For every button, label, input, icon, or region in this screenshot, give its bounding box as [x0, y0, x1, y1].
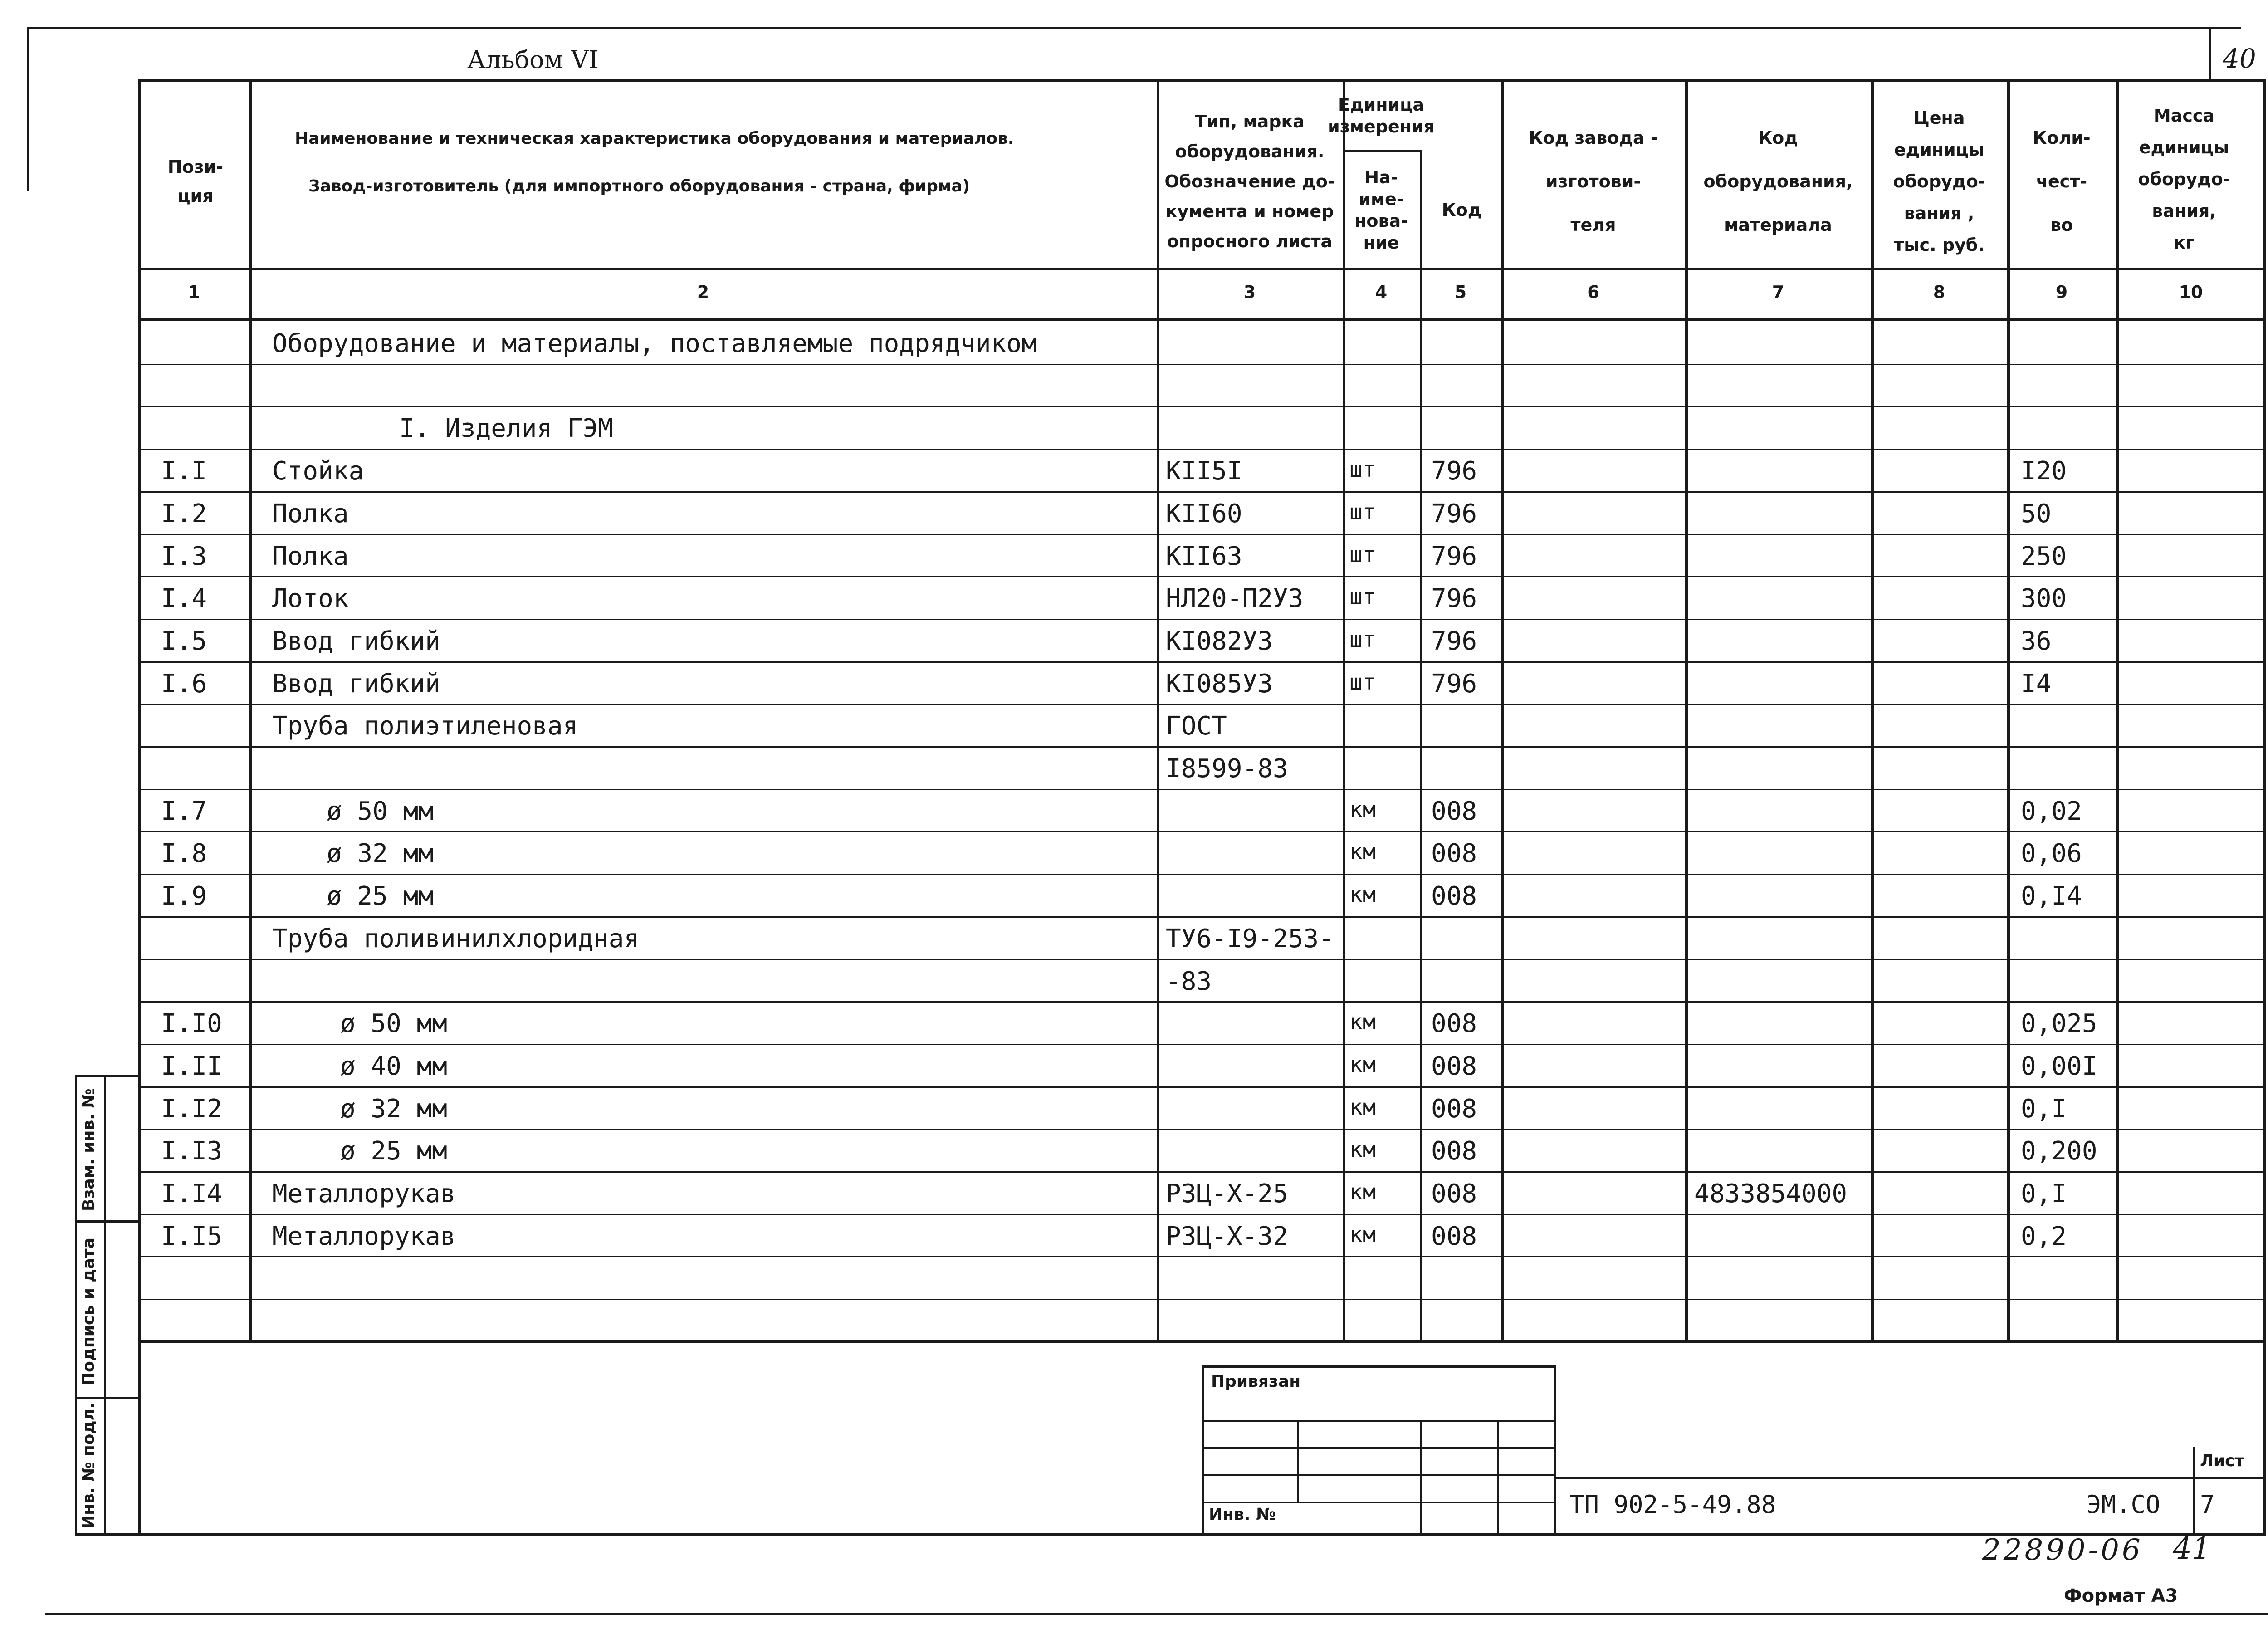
row-position: I.4	[161, 584, 207, 614]
row-quantity: 0,I	[2021, 1094, 2067, 1124]
header-price-line5: тыс. руб.	[1894, 235, 1984, 255]
row-unit: км	[1349, 1179, 1376, 1205]
row-line	[138, 1044, 2266, 1045]
row-position: I.5	[161, 626, 207, 656]
row-name: Лоток	[272, 584, 349, 614]
header-price-line2: единицы	[1894, 140, 1984, 160]
row-type: НЛ20-П2УЗ	[1166, 584, 1304, 614]
row-unit: км	[1349, 1137, 1376, 1163]
row-name: ø 32 мм	[340, 1094, 448, 1124]
row-unit-code: 796	[1431, 541, 1477, 571]
stamp-grid-v1	[1297, 1420, 1299, 1502]
header-name-line1: Наименование и техническая характеристика оборудования и материалов.	[295, 129, 1014, 148]
row-quantity: 0,00I	[2021, 1051, 2097, 1081]
row-line	[138, 449, 2266, 450]
header-price-line4: вания ,	[1904, 203, 1975, 223]
column-number: 7	[1772, 282, 1784, 302]
column-number: 3	[1243, 282, 1256, 302]
row-unit-code: 008	[1431, 796, 1477, 826]
header-unit-group	[1328, 86, 1435, 145]
row-unit: шт	[1349, 542, 1376, 567]
row-position: I.9	[161, 881, 207, 911]
row-type: KII63	[1166, 541, 1242, 571]
header-quantity-line3: во	[2050, 215, 2073, 235]
row-quantity: 0,I	[2021, 1179, 2067, 1208]
column-divider	[2116, 79, 2119, 1340]
row-quantity: 0,06	[2021, 839, 2082, 869]
colnum-bottom-line	[138, 318, 2266, 321]
header-unit-group-line1: Единица	[1338, 95, 1424, 115]
unit-group-divider	[1343, 150, 1420, 152]
column-number: 5	[1454, 282, 1467, 302]
row-material-code: 4833854000	[1694, 1179, 1848, 1208]
header-type-line2: оборудования.	[1175, 142, 1325, 161]
stamp-grid-h3	[1202, 1474, 1556, 1476]
row-quantity: 0,025	[2021, 1009, 2097, 1039]
album-label: Альбом VI	[467, 45, 599, 74]
header-position-line1: Пози-	[167, 157, 224, 177]
column-divider	[1501, 79, 1504, 1340]
doc-mark: ЭМ.СО	[2087, 1490, 2160, 1519]
row-name: Полка	[272, 541, 349, 571]
header-type	[1157, 98, 1343, 265]
row-position: I.7	[161, 796, 207, 826]
row-unit: км	[1349, 882, 1376, 908]
row-unit-code: 796	[1431, 626, 1477, 656]
header-mass-line5: кг	[2174, 233, 2195, 253]
row-quantity: 50	[2021, 499, 2052, 528]
row-position: I.I5	[161, 1221, 222, 1251]
row-unit-code: 008	[1431, 1051, 1477, 1081]
row-position: I.II	[161, 1051, 222, 1081]
sheet-number: 7	[2200, 1490, 2215, 1519]
page-number-divider	[2209, 29, 2211, 79]
stamp-grid-v2	[1420, 1420, 1422, 1536]
doc-code: ТП 902-5-49.88	[1569, 1490, 1776, 1519]
row-quantity: 300	[2021, 584, 2067, 614]
row-line	[138, 746, 2266, 748]
header-type-line5: опросного листа	[1167, 231, 1333, 251]
header-quantity-line2: чест-	[2036, 171, 2087, 191]
sheet-label: Лист	[2200, 1452, 2244, 1470]
column-number: 8	[1933, 282, 1945, 302]
header-factory-code-line1: Код завода -	[1529, 128, 1658, 148]
row-unit: км	[1349, 1052, 1376, 1077]
row-name: Труба поливинилхлоридная	[272, 924, 640, 954]
side-strip-mid	[104, 1075, 106, 1536]
row-type: ТУ6-I9-253-	[1166, 924, 1334, 954]
row-type: KI085УЗ	[1166, 669, 1273, 699]
row-unit-code: 796	[1431, 456, 1477, 486]
header-material-code-line2: оборудования,	[1703, 171, 1853, 191]
row-type: KII5I	[1166, 456, 1242, 486]
row-line	[138, 1001, 2266, 1003]
row-line	[138, 661, 2266, 663]
side-label-inv-podl: Инв. № подл.	[79, 1402, 98, 1529]
side-label-podpis: Подпись и дата	[79, 1238, 98, 1386]
row-unit: км	[1349, 1094, 1376, 1120]
row-unit-code: 008	[1431, 881, 1477, 911]
row-type: РЗЦ-Х-32	[1166, 1221, 1288, 1251]
row-quantity: 36	[2021, 626, 2052, 656]
column-number: 2	[697, 282, 709, 302]
row-unit: км	[1349, 1009, 1376, 1035]
column-number: 1	[188, 282, 200, 302]
stamp-grid-h4	[1202, 1502, 1556, 1503]
header-mass-line2: единицы	[2139, 137, 2229, 157]
header-quantity-line1: Коли-	[2033, 128, 2091, 148]
header-mass	[2116, 93, 2252, 265]
header-price-line1: Цена	[1913, 108, 1965, 128]
column-divider	[1420, 150, 1422, 1340]
left-border-line	[27, 27, 29, 191]
row-position: I.2	[161, 499, 207, 528]
row-unit: км	[1349, 1222, 1376, 1248]
row-line	[138, 1299, 2266, 1300]
row-quantity: I20	[2021, 456, 2067, 486]
header-material-code-line3: материала	[1724, 215, 1832, 235]
top-border-line	[27, 27, 2241, 29]
row-line	[138, 916, 2266, 918]
page-number-top: 40	[2223, 43, 2256, 74]
format-label: Формат А3	[2064, 1585, 2178, 1606]
row-position: I.3	[161, 541, 207, 571]
header-unit-name-line4: ние	[1363, 232, 1399, 253]
row-position: I.I3	[161, 1136, 222, 1166]
column-number: 10	[2179, 282, 2203, 302]
handwritten-number: 22890-06	[1982, 1533, 2143, 1567]
side-strip-h1	[75, 1220, 141, 1223]
row-type: ГОСТ	[1166, 711, 1227, 741]
row-unit-code: 008	[1431, 839, 1477, 869]
stamp-grid-h2	[1202, 1447, 1556, 1449]
row-position: I.I2	[161, 1094, 222, 1124]
row-unit: км	[1349, 797, 1376, 822]
row-line	[138, 534, 2266, 535]
column-divider	[1685, 79, 1688, 1340]
header-type-line1: Тип, марка	[1195, 112, 1305, 132]
row-name: Стойка	[272, 456, 364, 486]
column-number: 4	[1375, 282, 1388, 302]
column-number: 9	[2055, 282, 2068, 302]
header-unit-group-line2: измерения	[1328, 117, 1435, 137]
row-name: ø 25 мм	[340, 1136, 448, 1166]
row-type: -83	[1166, 966, 1212, 996]
header-material-code-line1: Код	[1758, 128, 1798, 148]
column-divider	[2007, 79, 2010, 1340]
header-unit-name-line3: нова-	[1354, 210, 1408, 231]
header-mass-line3: оборудо-	[2138, 169, 2230, 189]
row-line	[138, 1129, 2266, 1130]
row-line	[138, 789, 2266, 790]
stamp-top-line	[138, 1340, 2266, 1343]
stamp-grid-v3	[1497, 1420, 1499, 1536]
row-position: I.6	[161, 669, 207, 699]
row-name: I. Изделия ГЭМ	[399, 414, 614, 444]
header-position-line2: ция	[177, 186, 214, 206]
row-unit: шт	[1349, 499, 1376, 525]
row-line	[138, 1171, 2266, 1173]
row-name: Ввод гибкий	[272, 669, 440, 699]
header-unit-name-line1: На-	[1364, 167, 1398, 187]
footer-line	[45, 1613, 2268, 1615]
row-name: Труба полиэтиленовая	[272, 711, 578, 741]
header-material-code	[1685, 104, 1871, 259]
row-line	[138, 874, 2266, 875]
inv-no-label: Инв. №	[1209, 1505, 1276, 1524]
row-unit: шт	[1349, 669, 1376, 695]
row-type: KI082УЗ	[1166, 626, 1273, 656]
doc-code-top-line	[1556, 1477, 2266, 1479]
row-name: Оборудование и материалы, поставляемые подрядчиком	[272, 329, 1037, 358]
row-unit-code: 008	[1431, 1179, 1477, 1208]
header-price	[1871, 98, 2007, 265]
header-price-line3: оборудо-	[1893, 171, 1985, 191]
row-name: Металлорукав	[272, 1221, 456, 1251]
header-unit-name	[1343, 154, 1420, 265]
row-unit-code: 796	[1431, 584, 1477, 614]
row-line	[138, 831, 2266, 832]
header-quantity	[2007, 104, 2116, 259]
header-factory-code-line2: изготови-	[1545, 171, 1641, 191]
row-quantity: 0,I4	[2021, 881, 2082, 911]
header-unit-name-line2: име-	[1359, 189, 1404, 209]
row-unit: шт	[1349, 457, 1376, 483]
row-quantity: I4	[2021, 669, 2052, 699]
header-type-line4: кумента и номер	[1165, 201, 1334, 221]
side-label-vzam: Взам. инв. №	[79, 1088, 98, 1211]
row-unit-code: 008	[1431, 1009, 1477, 1039]
header-name-line2: Завод-изготовитель (для импортного оборудования - страна, фирма)	[308, 177, 970, 196]
header-mass-line1: Масса	[2153, 106, 2215, 126]
header-bottom-line	[138, 268, 2266, 270]
row-line	[138, 1214, 2266, 1215]
column-number: 6	[1587, 282, 1599, 302]
row-unit-code: 008	[1431, 1221, 1477, 1251]
row-name: Полка	[272, 499, 349, 528]
row-quantity: 0,02	[2021, 796, 2082, 826]
row-name: ø 50 мм	[327, 796, 434, 826]
row-unit: км	[1349, 839, 1376, 865]
handwritten-page: 41	[2173, 1531, 2211, 1566]
row-position: I.I4	[161, 1179, 222, 1208]
row-name: ø 50 мм	[340, 1009, 448, 1039]
column-divider	[1871, 79, 1874, 1340]
row-unit: шт	[1349, 584, 1376, 610]
row-position: I.8	[161, 839, 207, 869]
column-divider	[249, 79, 252, 1340]
column-divider	[1157, 79, 1159, 1340]
privyazan-label: Привязан	[1211, 1372, 1301, 1391]
row-line	[138, 1256, 2266, 1257]
row-line	[138, 364, 2266, 365]
header-factory-code-line3: теля	[1570, 215, 1616, 235]
row-line	[138, 619, 2266, 620]
row-unit-code: 796	[1431, 499, 1477, 528]
row-position: I.I0	[161, 1009, 222, 1039]
row-name: Ввод гибкий	[272, 626, 440, 656]
header-factory-code	[1501, 104, 1685, 259]
row-position: I.I	[161, 456, 207, 486]
row-name: ø 40 мм	[340, 1051, 448, 1081]
row-quantity: 250	[2021, 541, 2067, 571]
column-divider	[1343, 79, 1345, 1340]
row-line	[138, 406, 2266, 407]
row-unit-code: 796	[1431, 669, 1477, 699]
header-mass-line4: вания,	[2152, 201, 2216, 221]
row-unit-code: 008	[1431, 1136, 1477, 1166]
row-line	[138, 491, 2266, 493]
row-unit-code: 008	[1431, 1094, 1477, 1124]
row-unit: шт	[1349, 626, 1376, 652]
row-name: ø 32 мм	[327, 839, 434, 869]
header-position	[141, 109, 250, 254]
row-quantity: 0,200	[2021, 1136, 2097, 1166]
row-line	[138, 1086, 2266, 1088]
row-line	[138, 959, 2266, 960]
row-line	[138, 704, 2266, 705]
row-quantity: 0,2	[2021, 1221, 2067, 1251]
row-type: KII60	[1166, 499, 1242, 528]
sheet-cell-left	[2193, 1447, 2195, 1536]
sheet-cell-mid	[2193, 1477, 2266, 1479]
row-name: ø 25 мм	[327, 881, 434, 911]
stamp-grid-h1	[1202, 1420, 1556, 1422]
row-type: I8599-83	[1166, 754, 1288, 783]
side-strip-h2	[75, 1397, 141, 1399]
row-name: Металлорукав	[272, 1179, 456, 1208]
row-line	[138, 576, 2266, 577]
header-type-line3: Обозначение до-	[1164, 171, 1335, 191]
header-unit-code: Код	[1442, 200, 1482, 220]
row-type: РЗЦ-Х-25	[1166, 1179, 1288, 1208]
